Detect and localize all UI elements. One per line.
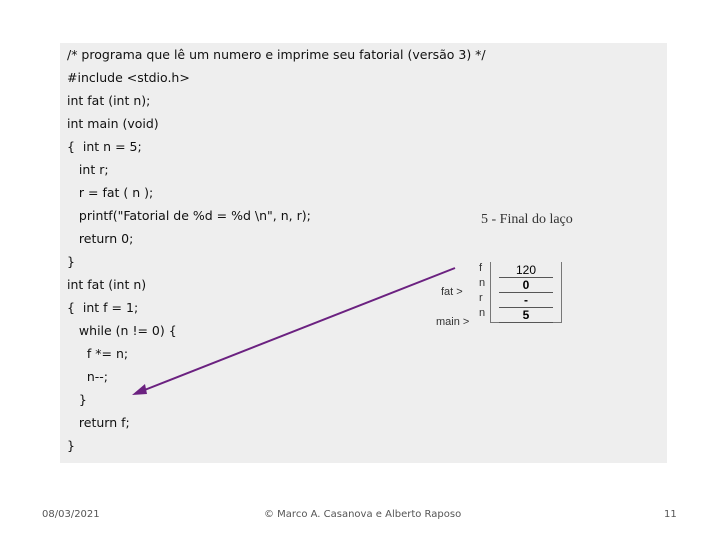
code-line: int fat (int n) <box>67 277 147 292</box>
code-line: int main (void) <box>67 116 159 131</box>
var-label-n: n <box>479 307 486 319</box>
code-line: int fat (int n); <box>67 93 151 108</box>
diagram-title: 5 - Final do laço <box>481 212 573 227</box>
code-line: int r; <box>67 162 109 177</box>
code-line: } <box>67 254 75 269</box>
var-label-f: f <box>479 262 483 274</box>
arrow-head <box>132 384 147 395</box>
code-line: return f; <box>67 415 130 430</box>
var-label-r: r <box>479 292 483 304</box>
code-line: r = fat ( n ); <box>67 185 154 200</box>
code-line: } <box>67 392 87 407</box>
code-line: /* programa que lê um numero e imprime seu fatorial (versão 3) */ <box>67 47 486 62</box>
code-line: f *= n; <box>67 346 129 361</box>
code-line: n--; <box>67 369 109 384</box>
code-line: return 0; <box>67 231 134 246</box>
code-line: while (n != 0) { <box>67 323 177 338</box>
stack-cell-n-fat: 0 <box>499 279 553 293</box>
stack-cell-f: 120 <box>499 264 553 278</box>
footer-credit: © Marco A. Casanova e Alberto Raposo <box>264 509 462 520</box>
footer-page: 11 <box>664 509 677 520</box>
code-line: { int f = 1; <box>67 300 139 315</box>
footer-date: 08/03/2021 <box>42 509 100 520</box>
code-line: #include <stdio.h> <box>67 70 190 85</box>
frame-label-main: main > <box>436 316 470 328</box>
code-line: { int n = 5; <box>67 139 142 154</box>
var-label-n: n <box>479 277 486 289</box>
stack-cell-r: - <box>499 294 553 308</box>
arrow-line <box>142 268 455 391</box>
code-line: } <box>67 438 75 453</box>
frame-label-fat: fat > <box>441 286 463 298</box>
code-line: printf("Fatorial de %d = %d \n", n, r); <box>67 208 311 223</box>
stack-cell-n-main: 5 <box>499 309 553 323</box>
